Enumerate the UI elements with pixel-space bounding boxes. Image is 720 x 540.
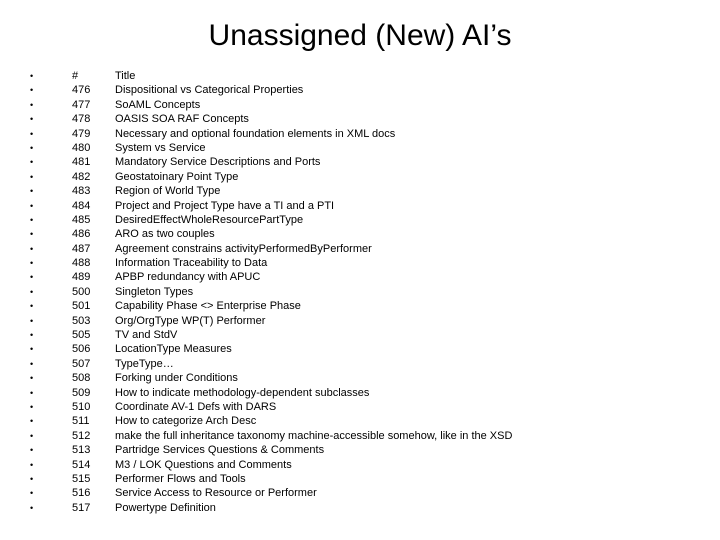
item-title: APBP redundancy with APUC [115, 271, 261, 284]
list-item [30, 501, 700, 515]
bullet: • [30, 445, 34, 456]
item-number: 478 [72, 113, 91, 126]
item-number: 483 [72, 185, 91, 198]
list-item [30, 127, 700, 141]
bullet: • [30, 157, 34, 168]
item-title: Agreement constrains activityPerformedByPerformer [115, 242, 372, 255]
bullet: • [30, 401, 34, 412]
item-title: LocationType Measures [115, 343, 232, 356]
list-item [30, 98, 700, 112]
item-title: Capability Phase <> Enterprise Phase [115, 300, 301, 313]
item-title: SoAML Concepts [115, 98, 201, 111]
item-number: 500 [72, 285, 91, 298]
item-title: ARO as two couples [115, 228, 215, 241]
list-item [30, 242, 700, 256]
item-title: Forking under Conditions [115, 372, 238, 385]
item-title: Geostatoinary Point Type [115, 170, 239, 183]
list-item [30, 429, 700, 443]
bullet: • [30, 214, 34, 225]
bullet: • [30, 488, 34, 499]
item-number: 503 [72, 314, 91, 327]
bullet: • [30, 373, 34, 384]
item-number: 477 [72, 98, 91, 111]
item-number: 482 [72, 170, 91, 183]
list-item [30, 155, 700, 169]
item-number: 479 [72, 127, 91, 140]
item-title: DesiredEffectWholeResourcePartType [115, 213, 304, 226]
action-item-list [30, 69, 700, 515]
list-item [30, 256, 700, 270]
item-number: 485 [72, 213, 91, 226]
bullet: • [30, 473, 34, 484]
bullet: • [30, 258, 34, 269]
bullet: • [30, 459, 34, 470]
item-number: 486 [72, 228, 91, 241]
bullet: • [30, 243, 34, 254]
item-title: M3 / LOK Questions and Comments [115, 458, 292, 471]
item-title: How to indicate methodology-dependent subclasses [115, 386, 370, 399]
bullet: • [30, 430, 34, 441]
item-title: Org/OrgType WP(T) Performer [115, 314, 266, 327]
item-number: 481 [72, 156, 91, 169]
item-title: Coordinate AV-1 Defs with DARS [115, 400, 277, 413]
list-item [30, 270, 700, 284]
list-item [30, 414, 700, 428]
item-title: Necessary and optional foundation elements in XML docs [115, 127, 396, 140]
list-item [30, 458, 700, 472]
bullet: • [30, 171, 34, 182]
list-item [30, 170, 700, 184]
item-number: 511 [72, 415, 90, 428]
item-number: 480 [72, 141, 91, 154]
bullet: • [30, 387, 34, 398]
item-number: 501 [72, 300, 91, 313]
item-number: 489 [72, 271, 91, 284]
item-title: Mandatory Service Descriptions and Ports [115, 156, 321, 169]
list-item [30, 371, 700, 385]
list-item [30, 213, 700, 227]
column-header-number: # [72, 70, 79, 82]
item-number: 515 [72, 472, 91, 485]
item-title: OASIS SOA RAF Concepts [115, 113, 249, 126]
bullet: • [30, 301, 34, 312]
list-item [30, 199, 700, 213]
item-number: 516 [72, 487, 91, 500]
list-item [30, 314, 700, 328]
item-title: System vs Service [115, 141, 206, 154]
item-number: 513 [72, 444, 91, 457]
item-title: Singleton Types [115, 285, 194, 298]
item-number: 514 [72, 458, 91, 471]
item-number: 510 [72, 400, 91, 413]
item-title: Region of World Type [115, 185, 221, 198]
item-title: Performer Flows and Tools [115, 472, 246, 485]
item-title: Dispositional vs Categorical Properties [115, 84, 304, 97]
bullet: • [30, 99, 34, 110]
bullet: • [30, 229, 34, 240]
item-number: 508 [72, 372, 91, 385]
bullet: • [30, 71, 34, 81]
item-number: 476 [72, 84, 91, 97]
item-number: 487 [72, 242, 91, 255]
bullet: • [30, 272, 34, 283]
item-title: TV and StdV [115, 329, 178, 342]
item-title: Powertype Definition [115, 501, 216, 514]
list-item [30, 443, 700, 457]
list-item [30, 386, 700, 400]
list-item [30, 400, 700, 414]
list-item [30, 112, 700, 126]
bullet: • [30, 286, 34, 297]
item-number: 509 [72, 386, 91, 399]
bullet: • [30, 142, 34, 153]
bullet: • [30, 315, 34, 326]
list-item [30, 357, 700, 371]
list-item [30, 227, 700, 241]
item-title: Information Traceability to Data [115, 257, 268, 270]
item-number: 507 [72, 357, 91, 370]
list-item [30, 285, 700, 299]
bullet: • [30, 330, 34, 341]
item-title: Project and Project Type have a TI and a PTI [115, 199, 335, 212]
list-item [30, 83, 700, 97]
slide-title: Unassigned (New) AI’s [208, 19, 512, 52]
item-title: How to categorize Arch Desc [115, 415, 257, 428]
item-title: Service Access to Resource or Performer [115, 487, 317, 500]
bullet: • [30, 416, 34, 427]
list-item [30, 342, 700, 356]
bullet: • [30, 358, 34, 369]
bullet: • [30, 186, 34, 197]
list-item [30, 472, 700, 486]
bullet: • [30, 502, 34, 513]
item-number: 512 [72, 429, 91, 442]
item-number: 484 [72, 199, 91, 212]
list-item [30, 184, 700, 198]
column-header-title: Title [115, 70, 136, 82]
list-item [30, 486, 700, 500]
item-title: make the full inheritance taxonomy machine-accessible somehow, like in the XSD [115, 429, 513, 442]
list-header-row [30, 69, 700, 83]
item-title: TypeType… [115, 357, 174, 370]
item-number: 517 [72, 501, 91, 514]
list-item [30, 328, 700, 342]
bullet: • [30, 85, 34, 96]
item-number: 488 [72, 257, 91, 270]
bullet: • [30, 200, 34, 211]
bullet: • [30, 114, 34, 125]
item-number: 505 [72, 329, 91, 342]
item-title: Partridge Services Questions & Comments [115, 444, 325, 457]
list-item [30, 299, 700, 313]
bullet: • [30, 128, 34, 139]
item-number: 506 [72, 343, 91, 356]
bullet: • [30, 344, 34, 355]
list-item [30, 141, 700, 155]
